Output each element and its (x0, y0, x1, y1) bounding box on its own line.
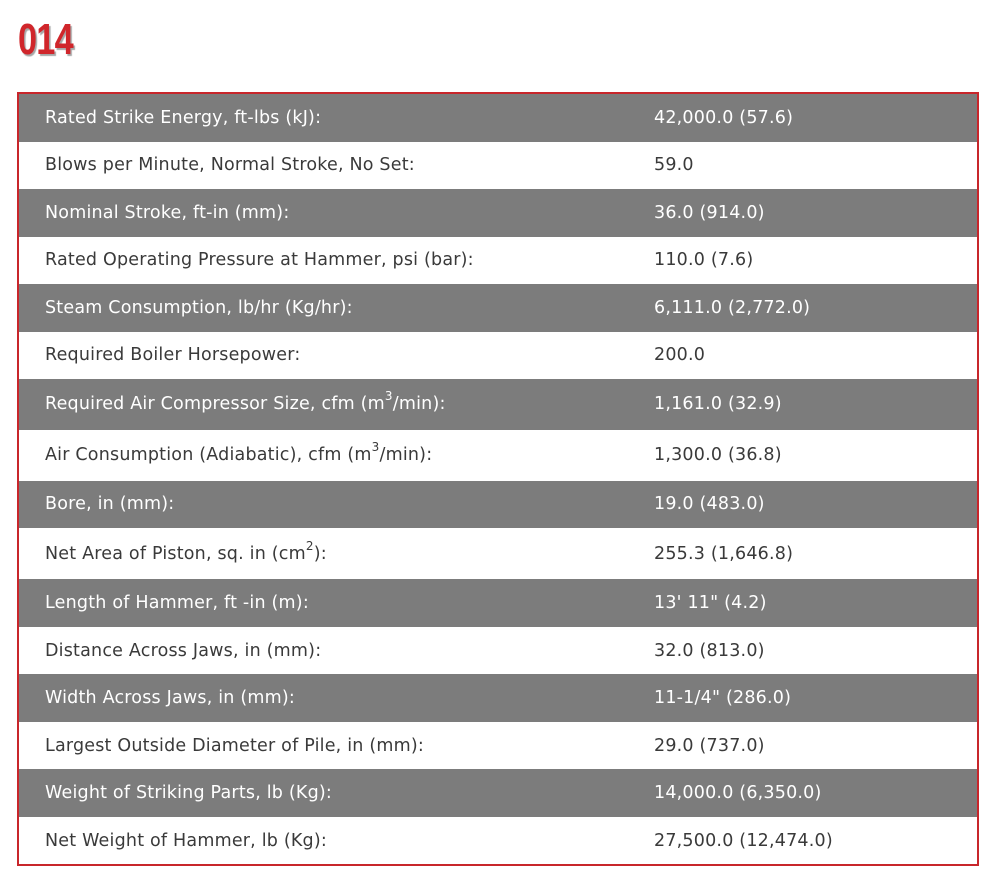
spec-label: Blows per Minute, Normal Stroke, No Set: (45, 155, 415, 176)
spec-value: 1,300.0 (36.8) (654, 445, 782, 466)
spec-row (19, 627, 977, 674)
spec-label-superscript: 2 (305, 539, 314, 554)
spec-label: Net Weight of Hammer, lb (Kg): (45, 830, 327, 851)
spec-row (19, 674, 977, 722)
spec-row (19, 332, 977, 379)
spec-row (19, 189, 977, 237)
spec-value: 11-1/4" (286.0) (654, 688, 792, 709)
spec-label (19, 440, 654, 466)
spec-row (19, 94, 977, 142)
spec-label: Rated Operating Pressure at Hammer, psi (bar): (45, 250, 474, 271)
spec-label: Steam Consumption, lb/hr (Kg/hr): (45, 297, 353, 318)
spec-value: 32.0 (813.0) (654, 640, 765, 661)
spec-label: Length of Hammer, ft -in (m): (45, 593, 309, 614)
spec-label-text: /min): (392, 394, 446, 415)
spec-row (19, 237, 977, 284)
spec-row (19, 769, 977, 817)
spec-row (19, 379, 977, 430)
spec-label: Width Across Jaws, in (mm): (45, 688, 296, 709)
spec-value: 42,000.0 (57.6) (654, 107, 794, 128)
spec-row (19, 430, 977, 481)
spec-value: 19.0 (483.0) (654, 494, 765, 515)
spec-label-text: Required Air Compressor Size, cfm (m (45, 394, 385, 415)
spec-row (19, 142, 977, 189)
spec-value: 29.0 (737.0) (654, 735, 765, 756)
spec-row (19, 528, 977, 579)
spec-value: 255.3 (1,646.8) (654, 543, 794, 564)
spec-label-text: /min): (379, 445, 433, 466)
spec-label-text: ): (313, 543, 327, 564)
spec-label-text: Net Area of Piston, sq. in (cm (45, 543, 306, 564)
spec-label: Largest Outside Diameter of Pile, in (mm): (45, 735, 424, 756)
spec-label: Distance Across Jaws, in (mm): (45, 640, 322, 661)
spec-label: Rated Strike Energy, ft-lbs (kJ): (45, 107, 322, 128)
spec-row (19, 579, 977, 627)
spec-label-superscript: 3 (371, 440, 380, 455)
spec-label: Bore, in (mm): (45, 494, 175, 515)
spec-row (19, 722, 977, 769)
spec-label (19, 389, 654, 415)
spec-value: 27,500.0 (12,474.0) (654, 830, 833, 851)
spec-value: 13' 11" (4.2) (654, 593, 767, 614)
spec-row (19, 284, 977, 332)
spec-value: 59.0 (654, 155, 694, 176)
spec-row (19, 481, 977, 529)
spec-label-text: Air Consumption (Adiabatic), cfm (m (45, 445, 372, 466)
spec-value: 36.0 (914.0) (654, 202, 765, 223)
spec-row (19, 817, 977, 864)
spec-value: 14,000.0 (6,350.0) (654, 783, 822, 804)
spec-value: 6,111.0 (2,772.0) (654, 297, 811, 318)
spec-label (19, 539, 654, 564)
spec-table (17, 92, 979, 866)
spec-value: 200.0 (654, 345, 706, 366)
spec-value: 110.0 (7.6) (654, 250, 754, 271)
spec-label-superscript: 3 (384, 389, 393, 404)
spec-value: 1,161.0 (32.9) (654, 394, 782, 415)
model-title: 014 (18, 15, 73, 64)
spec-label: Nominal Stroke, ft-in (mm): (45, 202, 290, 223)
spec-label: Required Boiler Horsepower: (45, 345, 301, 366)
spec-label: Weight of Striking Parts, lb (Kg): (45, 783, 333, 804)
